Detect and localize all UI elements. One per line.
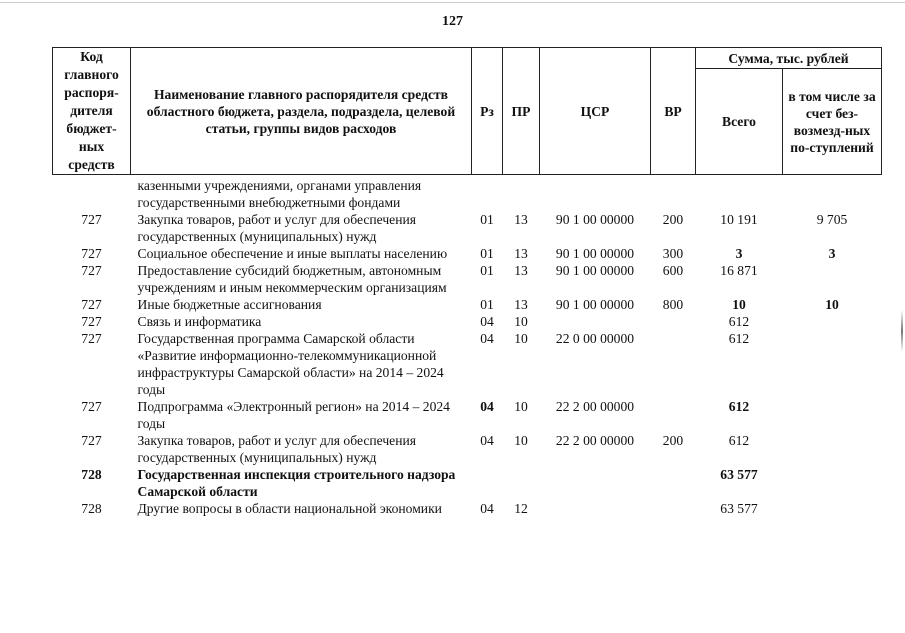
table-row: 727 Иные бюджетные ассигнования 01 13 90 1 00 00000 800 10 10 bbox=[81, 297, 839, 312]
header-rz: Рз bbox=[472, 48, 503, 175]
header-free: в том числе за счет без-возмезд-ных по-ступлений bbox=[783, 69, 882, 175]
table-row: 727 Государственная программа Самарской области «Развитие информационно-телекоммуникационной инфраструктуры Самарской области» на 2014 – 2024 годы 04 10 22 0 00 00000 612 bbox=[81, 331, 750, 397]
table-row: 727 Социальное обеспечение и иные выплаты населению 01 13 90 1 00 00000 300 3 3 bbox=[81, 246, 836, 261]
table-row: 727 Связь и информатика 04 10 612 bbox=[81, 314, 750, 329]
header-code: Код главного распоря-дителя бюджет-ных средств bbox=[53, 48, 131, 175]
budget-table bbox=[52, 47, 882, 517]
header-sum: Сумма, тыс. рублей bbox=[696, 48, 882, 69]
header-name: Наименование главного распорядителя средств областного бюджета, раздела, подраздела, целевой статьи, группы видов расходов bbox=[131, 48, 472, 175]
scan-edge-mark bbox=[901, 310, 903, 352]
table-row: 727 Предоставление субсидий бюджетным, автономным учреждениям и иным некоммерческим организациям 01 13 90 1 00 00000 600 16 871 bbox=[81, 263, 758, 295]
table-row: казенными учреждениями, органами управления государственными внебюджетными фондами bbox=[137, 178, 422, 210]
header-csr: ЦСР bbox=[540, 48, 651, 175]
table-row: 728 Государственная инспекция строительного надзора Самарской области 63 577 bbox=[81, 467, 758, 499]
header-vr: ВР bbox=[651, 48, 696, 175]
page-number: 127 bbox=[442, 14, 463, 29]
table-row: 727 Закупка товаров, работ и услуг для обеспечения государственных (муниципальных) нужд 01 13 90 1 00 00000 200 10 191 9 705 bbox=[81, 212, 848, 244]
table-row: 728 Другие вопросы в области национальной экономики 04 12 63 577 bbox=[81, 501, 758, 516]
header-pr: ПР bbox=[503, 48, 540, 175]
table-row: 727 Подпрограмма «Электронный регион» на 2014 – 2024 годы 04 10 22 2 00 00000 612 bbox=[81, 399, 750, 431]
top-rule bbox=[0, 2, 905, 3]
header-total: Всего bbox=[696, 69, 783, 175]
table-row: 727 Закупка товаров, работ и услуг для обеспечения государственных (муниципальных) нужд 04 10 22 2 00 00000 200 612 bbox=[81, 433, 750, 465]
